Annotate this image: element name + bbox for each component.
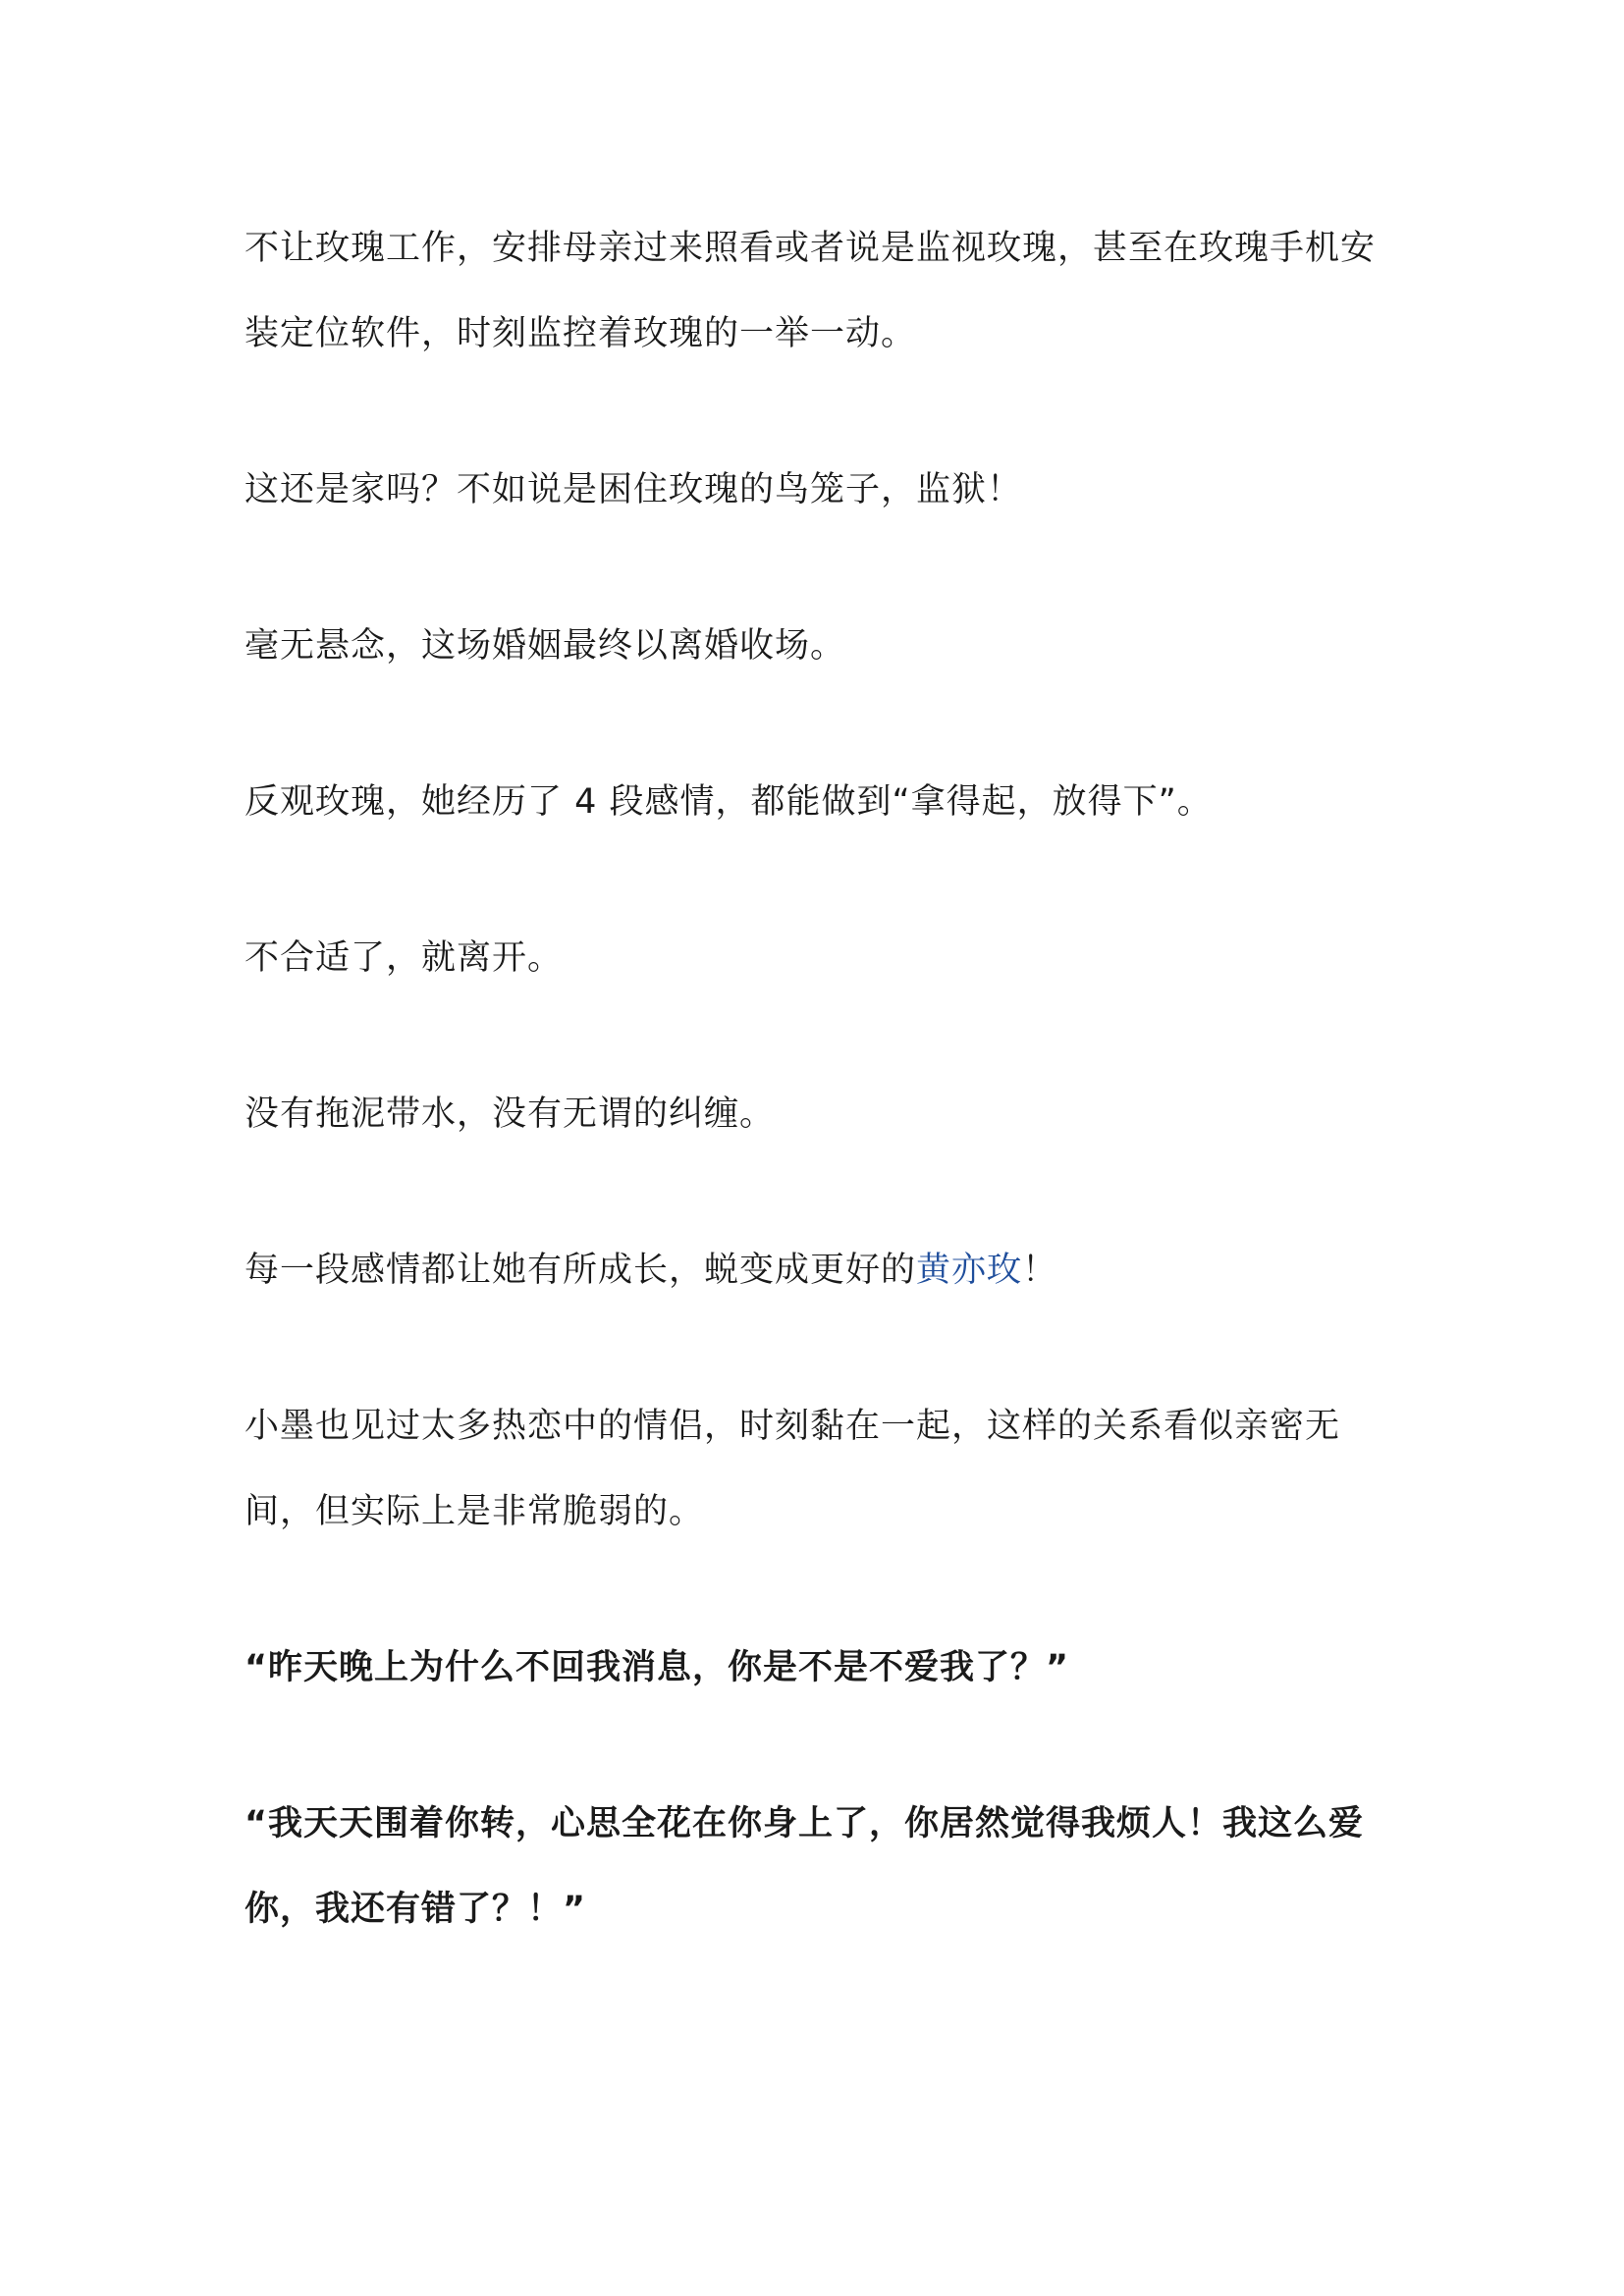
- article-body: [244, 206, 1403, 2023]
- paragraph-growth: [244, 1228, 1403, 1313]
- paragraph-no-entanglement: 没有拖泥带水，没有无谓的纠缠。: [244, 1095, 776, 1134]
- name-link[interactable]: 黄亦玫: [916, 1251, 1023, 1290]
- paragraph-divorce: 毫无悬念，这场婚姻最终以离婚收场。: [244, 626, 846, 666]
- quote-annoying: “我天天围着你转，心思全花在你身上了，你居然觉得我烦人！我这么爱你，我还有错了？！”: [244, 1804, 1365, 1929]
- paragraph-growth-text: 每一段感情都让她有所成长，蜕变成更好的: [244, 1251, 917, 1290]
- paragraph-control: 不让玫瑰工作，安排母亲过来照看或者说是监视玫瑰，甚至在玫瑰手机安装定位软件，时刻监控着玫瑰的一举一动。: [244, 229, 1377, 353]
- paragraph-cage: 这还是家吗？不如说是困住玫瑰的鸟笼子，监狱！: [244, 470, 1023, 509]
- paragraph-growth-end: ！: [1022, 1251, 1058, 1290]
- paragraph-leave: 不合适了，就离开。: [244, 938, 564, 978]
- quote-no-reply: “昨天晚上为什么不回我消息，你是不是不爱我了？”: [244, 1648, 1070, 1687]
- paragraph-four-relationships: 反观玫瑰，她经历了 4 段感情，都能做到“拿得起，放得下”。: [244, 782, 1213, 822]
- paragraph-couples: 小墨也见过太多热恋中的情侣，时刻黏在一起，这样的关系看似亲密无间，但实际上是非常脆弱的。: [244, 1407, 1341, 1531]
